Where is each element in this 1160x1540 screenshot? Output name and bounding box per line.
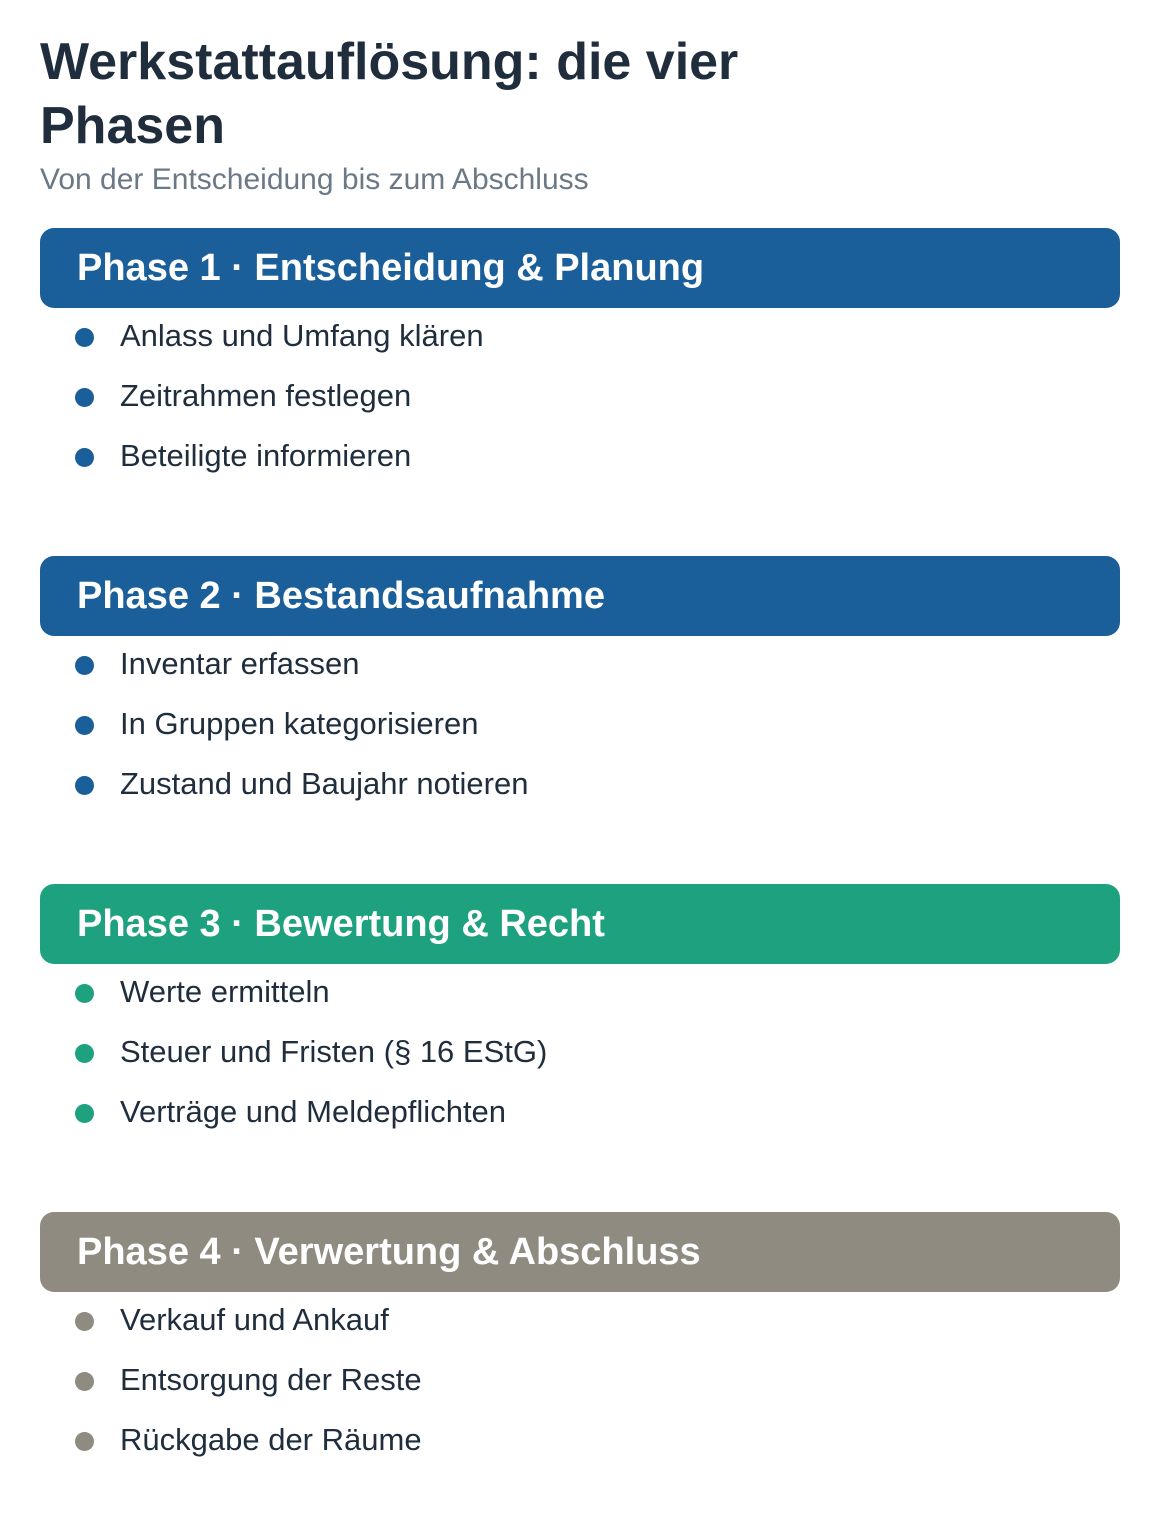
phase-3-items bbox=[40, 964, 1120, 1144]
list-item bbox=[40, 1084, 1120, 1144]
list-item bbox=[40, 1024, 1120, 1084]
page-title: Werkstattauflösung: die vier Phasen bbox=[40, 33, 739, 155]
phase-3 bbox=[40, 884, 1120, 1144]
phase-4 bbox=[40, 1212, 1120, 1472]
phase-2 bbox=[40, 556, 1120, 816]
page-subtitle: Von der Entscheidung bis zum Abschluss bbox=[40, 163, 589, 196]
phase-3-header bbox=[40, 884, 1120, 964]
bullet-icon bbox=[75, 328, 94, 347]
phase-1-title: Phase 1 · Entscheidung & Planung bbox=[77, 246, 705, 289]
list-item-text: Zustand und Baujahr notieren bbox=[120, 766, 529, 801]
list-item bbox=[40, 964, 1120, 1024]
phase-2-header bbox=[40, 556, 1120, 636]
list-item-text: Verträge und Meldepflichten bbox=[120, 1094, 507, 1129]
phase-4-header bbox=[40, 1212, 1120, 1292]
phase-4-items bbox=[40, 1292, 1120, 1472]
list-item-text: Werte ermitteln bbox=[120, 974, 330, 1009]
bullet-icon bbox=[75, 716, 94, 735]
bullet-icon bbox=[75, 448, 94, 467]
list-item bbox=[40, 1292, 1120, 1352]
list-item bbox=[40, 696, 1120, 756]
list-item-text: Verkauf und Ankauf bbox=[120, 1302, 389, 1337]
phase-4-title: Phase 4 · Verwertung & Abschluss bbox=[77, 1230, 701, 1273]
bullet-icon bbox=[75, 1044, 94, 1063]
bullet-icon bbox=[75, 984, 94, 1003]
bullet-icon bbox=[75, 1432, 94, 1451]
list-item bbox=[40, 1352, 1120, 1412]
list-item-text: Rückgabe der Räume bbox=[120, 1422, 422, 1457]
list-item bbox=[40, 1412, 1120, 1472]
list-item bbox=[40, 368, 1120, 428]
bullet-icon bbox=[75, 776, 94, 795]
list-item bbox=[40, 308, 1120, 368]
list-item-text: Beteiligte informieren bbox=[120, 438, 412, 473]
list-item-text: In Gruppen kategorisieren bbox=[120, 706, 479, 741]
phase-1-items bbox=[40, 308, 1120, 488]
list-item-text: Anlass und Umfang klären bbox=[120, 318, 484, 353]
list-item bbox=[40, 428, 1120, 488]
bullet-icon bbox=[75, 1104, 94, 1123]
bullet-icon bbox=[75, 656, 94, 675]
list-item-text: Steuer und Fristen (§ 16 EStG) bbox=[120, 1034, 548, 1069]
phase-1-header bbox=[40, 228, 1120, 308]
bullet-icon bbox=[75, 1372, 94, 1391]
list-item-text: Zeitrahmen festlegen bbox=[120, 378, 412, 413]
list-item-text: Inventar erfassen bbox=[120, 646, 360, 681]
phase-2-items bbox=[40, 636, 1120, 816]
phase-3-title: Phase 3 · Bewertung & Recht bbox=[77, 902, 605, 945]
phase-2-title: Phase 2 · Bestandsaufnahme bbox=[77, 574, 605, 617]
phase-1 bbox=[40, 228, 1120, 488]
list-item bbox=[40, 756, 1120, 816]
bullet-icon bbox=[75, 388, 94, 407]
list-item-text: Entsorgung der Reste bbox=[120, 1362, 422, 1397]
bullet-icon bbox=[75, 1312, 94, 1331]
list-item bbox=[40, 636, 1120, 696]
